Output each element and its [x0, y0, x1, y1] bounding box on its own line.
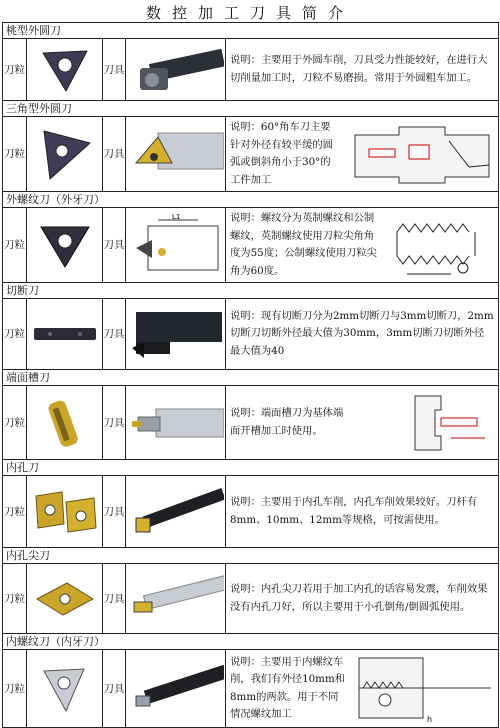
insert-image	[27, 476, 103, 548]
holder-image	[126, 117, 226, 192]
insert-image	[27, 39, 103, 101]
holder-label: 刀具	[103, 476, 126, 548]
insert-image	[27, 117, 103, 192]
holder-image	[126, 299, 226, 370]
section-header: 桃型外圆刀	[3, 23, 499, 39]
description: 说明：现有切断刀分为2mm切断刀与3mm切断刀，2mm切断刀切断外径最大值为30mm，3mm切断刀切断外径最大值为40	[226, 299, 499, 370]
dimension-label: L1	[171, 213, 180, 221]
holder-label: 刀具	[103, 386, 126, 460]
holder-label: 刀具	[103, 299, 126, 370]
thread-diagram	[391, 212, 495, 282]
section-header: 切断刀	[3, 283, 499, 299]
section-header: 内孔尖刀	[3, 548, 499, 564]
section-header: 内螺纹刀（内牙刀）	[3, 634, 499, 650]
holder-image	[126, 386, 226, 460]
turning-diagram	[349, 121, 495, 187]
insert-image	[27, 299, 103, 370]
holder-label: 刀具	[103, 117, 126, 192]
insert-image	[27, 208, 103, 283]
insert-label: 刀粒	[3, 476, 27, 548]
description: 说明：主要用于内孔车削，内孔车削效果较好。刀杆有8mm、10mm、12mm等规格，可按需使用。	[226, 476, 499, 548]
insert-label: 刀粒	[3, 564, 27, 634]
dimension-label: h	[427, 715, 433, 724]
section-header: 三角型外圆刀	[3, 101, 499, 117]
description: 说明：60°角车刀主要针对外径有较平缓的圆弧或倒斜角小于30°的工件加工	[226, 117, 499, 192]
holder-image	[126, 476, 226, 548]
description: 说明：螺纹分为英制螺纹和公制螺纹，英制螺纹使用刀粒尖角角度为55度；公制螺纹使用刀粒尖角为60度。	[226, 208, 499, 283]
holder-image	[126, 650, 226, 728]
insert-label: 刀粒	[3, 650, 27, 728]
description: 说明：主要用于内螺纹车削，我们有外径10mm和8mm的两款。用于不同情况螺纹加工 h	[226, 650, 499, 728]
description: 说明：主要用于外圆车削，刀具受力性能较好，在进行大切削量加工时，刀粒不易磨损。常用于外圆粗车加工。	[226, 39, 499, 101]
insert-label: 刀粒	[3, 299, 27, 370]
holder-label: 刀具	[103, 564, 126, 634]
insert-label: 刀粒	[3, 39, 27, 101]
holder-label: 刀具	[103, 650, 126, 728]
holder-image	[126, 39, 226, 101]
section-header: 内孔刀	[3, 460, 499, 476]
holder-label: 刀具	[103, 39, 126, 101]
insert-image	[27, 564, 103, 634]
holder-image	[126, 208, 226, 283]
description: 说明：端面槽刀为基体端面开槽加工时使用。	[226, 386, 499, 460]
section-header: 端面槽刀	[3, 370, 499, 386]
holder-image	[126, 564, 226, 634]
face-groove-diagram	[405, 390, 495, 456]
insert-label: 刀粒	[3, 117, 27, 192]
section-header: 外螺纹刀（外牙刀）	[3, 192, 499, 208]
holder-label: 刀具	[103, 208, 126, 283]
page-title: 数控加工刀具简介	[145, 4, 354, 22]
description: 说明：内孔尖刀若用于加工内孔的话容易发震，车削效果没有内孔刀好，所以主要用于小孔倒角/倒圆弧使用。	[226, 564, 499, 634]
insert-label: 刀粒	[3, 208, 27, 283]
insert-label: 刀粒	[3, 386, 27, 460]
tool-table	[2, 22, 499, 728]
internal-thread-diagram	[355, 654, 495, 726]
insert-image	[27, 650, 103, 728]
insert-image	[27, 386, 103, 460]
